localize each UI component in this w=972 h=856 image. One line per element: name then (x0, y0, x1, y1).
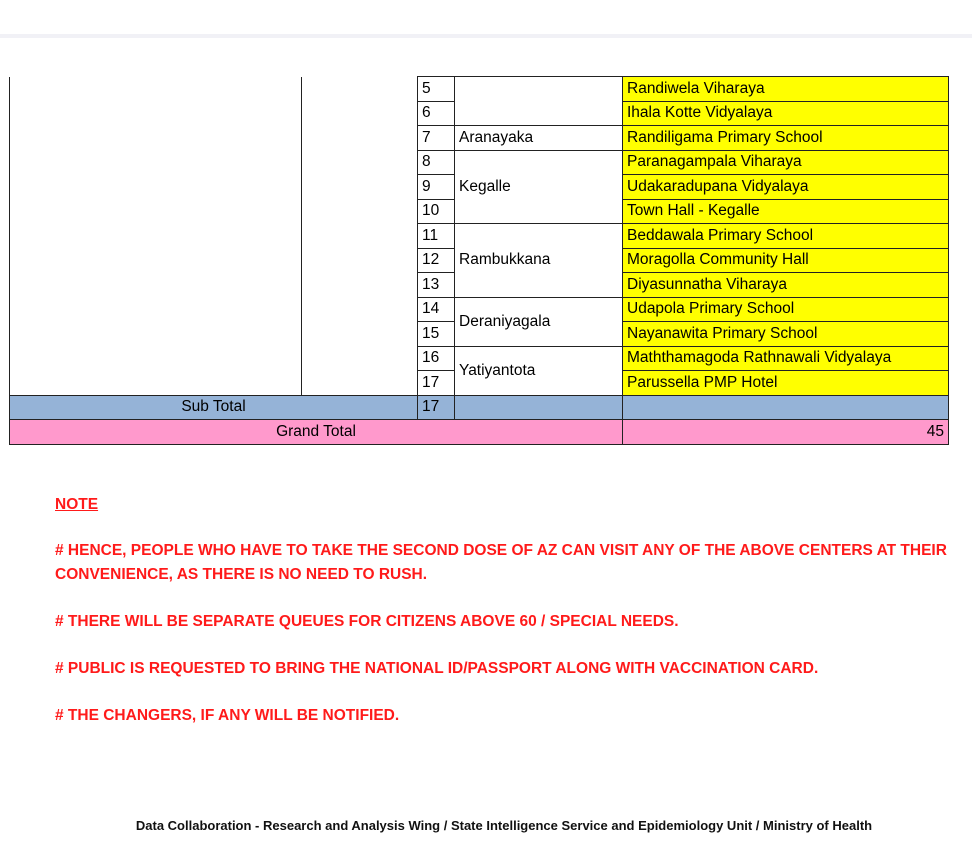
row-number: 5 (418, 77, 455, 102)
subtotal-division-blank (455, 395, 623, 420)
center-name: Randiwela Viharaya (623, 77, 949, 102)
row-number: 11 (418, 224, 455, 249)
center-name: Beddawala Primary School (623, 224, 949, 249)
row-number: 8 (418, 150, 455, 175)
note-item: # PUBLIC IS REQUESTED TO BRING THE NATIONAL ID/PASSPORT ALONG WITH VACCINATION CARD. (55, 660, 819, 677)
grandtotal-value: 45 (623, 420, 949, 445)
district-cell (10, 77, 302, 396)
row-number: 13 (418, 273, 455, 298)
center-name: Udapola Primary School (623, 297, 949, 322)
row-number: 6 (418, 101, 455, 126)
notes-section (55, 493, 970, 751)
table-row (10, 77, 949, 102)
subtotal-value: 17 (418, 395, 455, 420)
center-name: Ihala Kotte Vidyalaya (623, 101, 949, 126)
division-cell (455, 77, 623, 126)
center-name: Diyasunnatha Viharaya (623, 273, 949, 298)
center-name: Paranagampala Viharaya (623, 150, 949, 175)
grandtotal-row (10, 420, 949, 445)
center-name: Parussella PMP Hotel (623, 371, 949, 396)
row-number: 17 (418, 371, 455, 396)
center-name: Nayanawita Primary School (623, 322, 949, 347)
row-number: 7 (418, 126, 455, 151)
subtotal-center-blank (623, 395, 949, 420)
note-title: NOTE (55, 496, 99, 513)
row-number: 14 (418, 297, 455, 322)
moh-area-cell (302, 77, 418, 396)
center-name: Maththamagoda Rathnawali Vidyalaya (623, 346, 949, 371)
note-item: # THE CHANGERS, IF ANY WILL BE NOTIFIED. (55, 707, 400, 724)
center-name: Randiligama Primary School (623, 126, 949, 151)
row-number: 16 (418, 346, 455, 371)
division-cell: Kegalle (455, 150, 623, 224)
subtotal-row (10, 395, 949, 420)
row-number: 15 (418, 322, 455, 347)
vaccination-centers-table (9, 76, 949, 445)
note-item: # THERE WILL BE SEPARATE QUEUES FOR CITIZENS ABOVE 60 / SPECIAL NEEDS. (55, 613, 679, 630)
center-name: Town Hall - Kegalle (623, 199, 949, 224)
top-band (0, 34, 972, 38)
division-cell: Deraniyagala (455, 297, 623, 346)
grandtotal-label: Grand Total (10, 420, 623, 445)
subtotal-label: Sub Total (10, 395, 418, 420)
center-name: Udakaradupana Vidyalaya (623, 175, 949, 200)
row-number: 10 (418, 199, 455, 224)
division-cell: Rambukkana (455, 224, 623, 298)
center-name: Moragolla Community Hall (623, 248, 949, 273)
note-item: # HENCE, PEOPLE WHO HAVE TO TAKE THE SECOND DOSE OF AZ CAN VISIT ANY OF THE ABOVE CENTERS AT THEIR CONVENIENCE, AS THERE IS NO NEED TO RUSH. (55, 542, 947, 583)
division-cell: Aranayaka (455, 126, 623, 151)
footer-credit: Data Collaboration - Research and Analysis Wing / State Intelligence Service and Epidemiology Unit / Ministry of Health (135, 818, 873, 833)
division-cell: Yatiyantota (455, 346, 623, 395)
row-number: 9 (418, 175, 455, 200)
row-number: 12 (418, 248, 455, 273)
